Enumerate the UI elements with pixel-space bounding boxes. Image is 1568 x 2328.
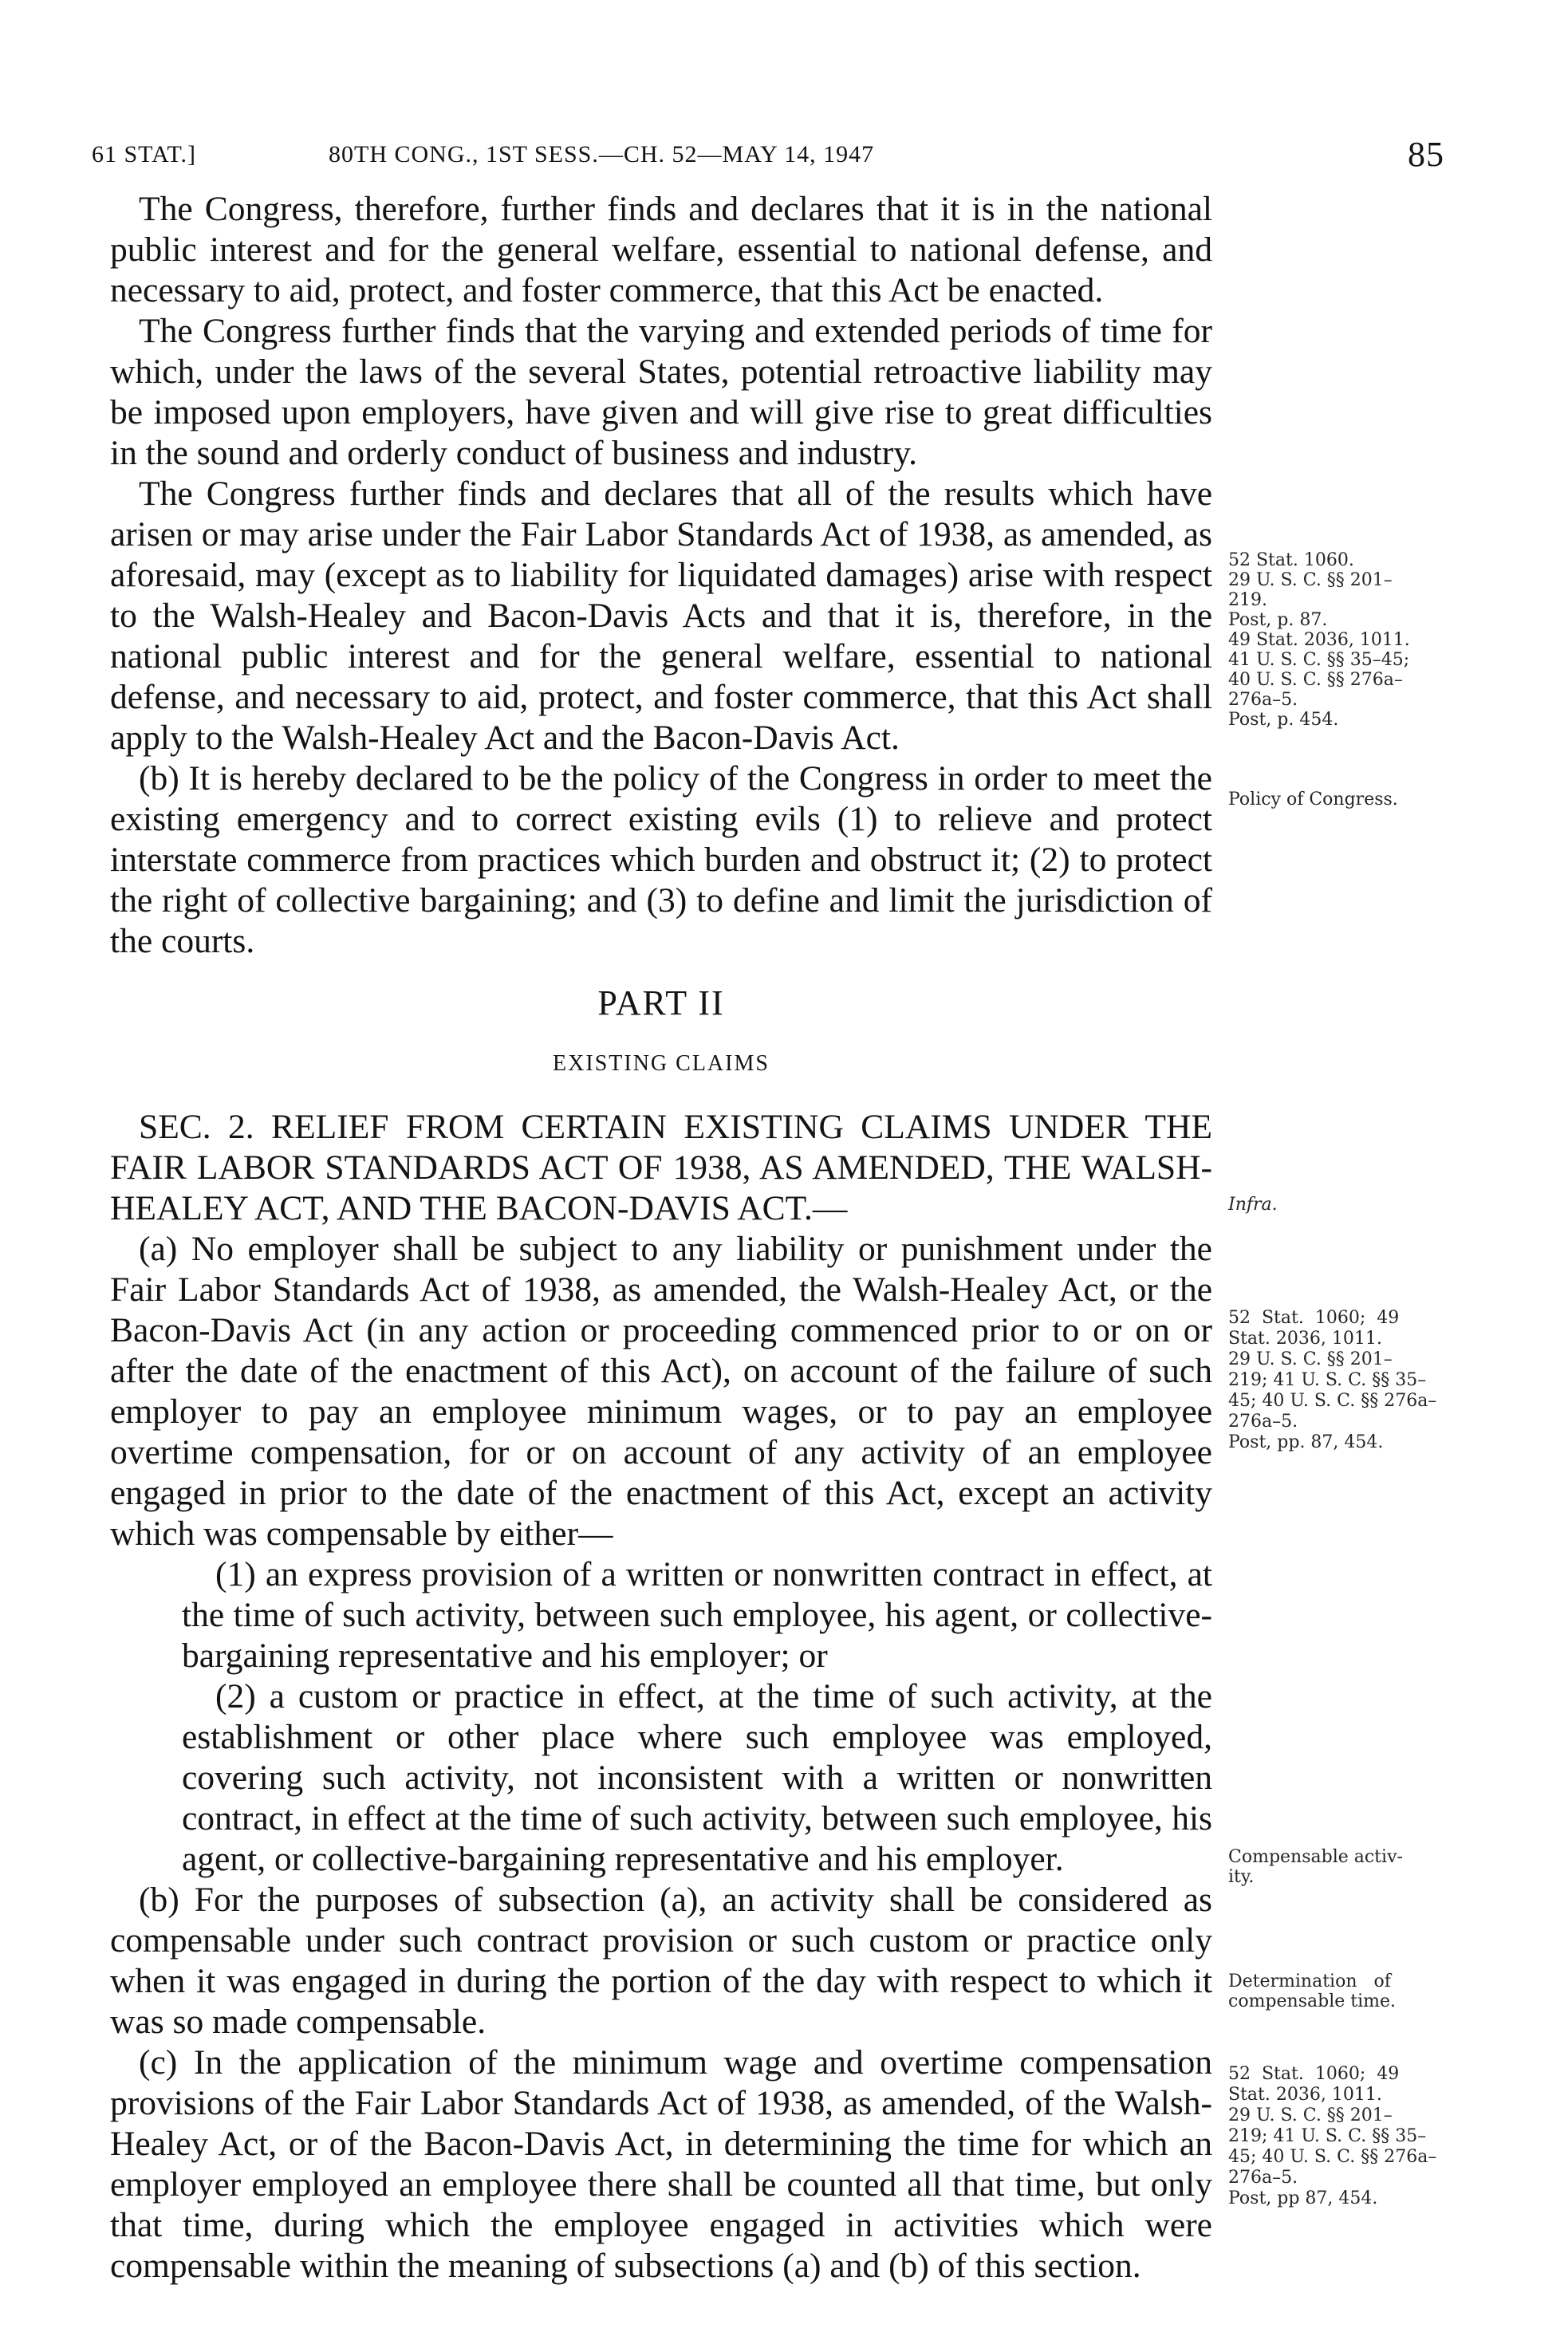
margin-citation-acts: 52 Stat. 1060. 29 U. S. C. §§ 201– 219. Post, p. 87. 49 Stat. 2036, 1011. 41 U. S. C. §§ 35–45; 40 U. S. C. §§ 276a– 276a–5. Post, p. 454. [1228, 550, 1410, 730]
running-head-session: 80TH CONG., 1ST SESS.—CH. 52—MAY 14, 1947 [329, 141, 875, 167]
margin-note-infra: Infra. [1228, 1195, 1278, 1215]
margin-note-policy: Policy of Congress. [1228, 790, 1398, 809]
page-number: 85 [1408, 135, 1444, 174]
running-head-volume: 61 STAT.] [92, 141, 197, 167]
margin-citation-section-2a: 52 Stat. 1060; 49 Stat. 2036, 1011. 29 U. S. C. §§ 201– 219; 41 U. S. C. §§ 35– 45; 40 U. S. C. §§ 276a– 276a–5. Post, pp. 87, 454. [1228, 1308, 1437, 1452]
subsection-a: (a) No employer shall be subject to any liability or punishment under the Fair Labor Standards Act of 1938, as amended, the Walsh-Healey Act, or the Bacon-Davis Act (in any action or proceeding commenced prior to or on or after the date of the enactment of this Act), on account of the failure of such employer to pay an employee minimum wages, or to pay an employee overtime compensation, for or on account of any activity of an employee engaged in prior to the date of the enactment of this Act, except an activity which was compensable by either— [110, 1230, 1212, 1553]
list-item-2: (2) a custom or practice in effect, at the time of such activity, at the establishment or other place where such employee was employed, covering such activity, not inconsistent with a written or nonwritten contract, in effect at the time of such activity, between such employee, his agent, or collective-bargaining representative and his employer. [182, 1677, 1212, 1878]
part-title: PART II [597, 983, 725, 1022]
margin-citation-section-2c: 52 Stat. 1060; 49 Stat. 2036, 1011. 29 U. S. C. §§ 201– 219; 41 U. S. C. §§ 35– 45; 40 U. S. C. §§ 276a– 276a–5. Post, pp 87, 454. [1228, 2064, 1437, 2208]
part-caption: EXISTING CLAIMS [553, 1051, 770, 1076]
subsection-c: (c) In the application of the minimum wage and overtime compensation provisions of the Fair Labor Standards Act of 1938, as amended, of the Walsh-Healey Act, or of the Bacon-Davis Act, in determining the time for which an employer employed an employee there shall be counted all that time, but only that time, during which the employee engaged in activities which were compensable within the meaning of subsections (a) and (b) of this section. [110, 2043, 1212, 2285]
paragraph-enactment-finding: The Congress, therefore, further finds and declares that it is in the national public interest and for the general welfare, essential to national defense, and necessary to aid, protect, and foster commerce, that this Act be enacted. [110, 190, 1212, 309]
findings-block [110, 189, 1212, 962]
paragraph-walsh-healey-application: The Congress further finds and declares that all of the results which have arisen or may arise under the Fair Labor Standards Act of 1938, as amended, as aforesaid, may (except as to liability for liquidated damages) arise with respect to the Walsh-Healey and Bacon-Davis Acts and that it is, therefore, in the national public interest and for the general welfare, essential to national defense, and necessary to aid, protect, and foster commerce, that this Act shall apply to the Walsh-Healey Act and the Bacon-Davis Act. [110, 475, 1212, 757]
list-item-1: (1) an express provision of a written or nonwritten contract in effect, at the time of such activity, between such employee, his agent, or collective-bargaining representative and his employer; or [182, 1555, 1212, 1675]
section-2 [110, 1107, 1212, 2287]
section-heading: SEC. 2. RELIEF FROM CERTAIN EXISTING CLAIMS UNDER THE FAIR LABOR STANDARDS ACT OF 1938, AS AMENDED, THE WALSH-HEALEY ACT, AND THE BACON-DAVIS ACT.— [110, 1108, 1212, 1227]
paragraph-policy-declaration: (b) It is hereby declared to be the policy of the Congress in order to meet the existing emergency and to correct existing evils (1) to relieve and protect interstate commerce from practices which burden and obstruct it; (2) to protect the right of collective bargaining; and (3) to define and limit the jurisdiction of the courts. [110, 759, 1212, 960]
subsection-b: (b) For the purposes of subsection (a), an activity shall be considered as compensable under such contract provision or such custom or practice only when it was engaged in during the portion of the day with respect to which it was so made compensable. [110, 1881, 1212, 2041]
paragraph-retroactive-liability: The Congress further finds that the varying and extended periods of time for which, under the laws of the several States, potential retroactive liability may be imposed upon employers, have given and will give rise to great difficulties in the sound and orderly conduct of business and industry. [110, 312, 1212, 472]
margin-note-compensable-time: Determination of compensable time. [1228, 1972, 1396, 2011]
margin-note-compensable-activity: Compensable activ- ity. [1228, 1847, 1403, 1887]
